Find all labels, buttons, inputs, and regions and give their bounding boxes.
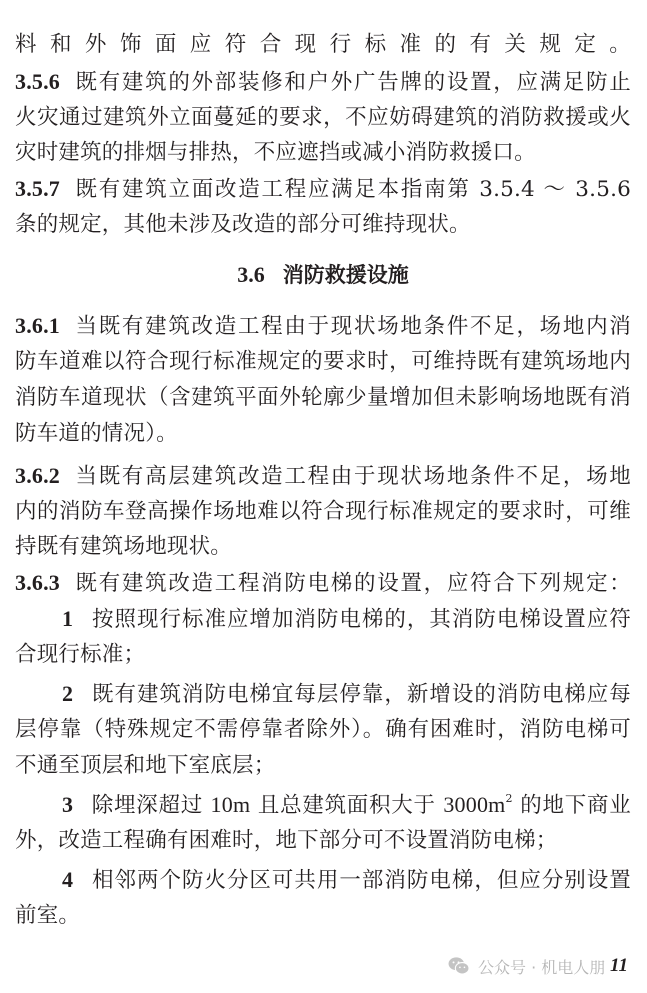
line-text: 既有建筑消防电梯宜每层停靠，新增设的消防电梯应每 [91,682,631,707]
item-number: 3 [62,792,74,817]
line-text: 既有建筑改造工程消防电梯的设置，应符合下列规定： [74,571,631,596]
line-text: 当既有高层建筑改造工程由于现状场地条件不足，场地 [74,464,631,489]
clause-3-6-3 [15,568,631,598]
paragraph-line [15,138,631,168]
list-item-2 [15,679,631,709]
line-text: 的地下商业 [520,793,631,818]
line-text: 消防车道现状（含建筑平面外轮廓少量增加但未影响场地既有消 [15,385,631,410]
paragraph-line [15,751,631,781]
depth-value: 10m [210,792,251,817]
clause-3-6-1 [15,311,631,341]
paragraph-line [15,532,631,562]
line-text: 既有建筑的外部装修和户外广告牌的设置，应满足防止 [74,70,631,95]
item-number: 2 [62,681,74,706]
line-text: 合现行标准； [15,642,146,667]
line-text: 条的规定，其他未涉及改造的部分可维持现状。 [15,212,471,237]
list-item-4 [15,865,631,895]
section-title: 消防救援设施 [282,263,409,287]
clause-3-5-6 [15,67,631,97]
list-item-3 [15,790,631,820]
paragraph-line [15,347,631,377]
area-value: 3000m [443,792,506,817]
watermark [448,952,605,980]
line-text: 外，改造工程确有困难时，地下部分可不设置消防电梯； [15,828,558,853]
list-item-1 [15,604,631,634]
paragraph-line [15,715,631,745]
line-text: 层停靠（特殊规定不需停靠者除外）。确有困难时，消防电梯可 [15,717,631,742]
line-text: 且总建筑面积大于 [257,793,436,818]
line-text: 料和外饰面应符合现行标准的有关规定。 [15,32,631,57]
paragraph-line [15,901,631,931]
clause-number: 3.6.2 [15,463,60,488]
watermark-text: 公众号 · 机电人朋 [478,957,606,977]
clause-3-6-2 [15,461,631,491]
paragraph-line [15,419,631,449]
line-text: 相邻两个防火分区可共用一部消防电梯，但应分别设置 [91,868,631,893]
line-text: 既有建筑立面改造工程应满足本指南第 3.5.4 ～ 3.5.6 [74,177,631,202]
paragraph-line [15,383,631,413]
section-heading [15,260,631,290]
line-text: 前室。 [15,903,81,928]
line-text: 当既有建筑改造工程由于现状场地条件不足，场地内消 [74,314,631,339]
clause-number: 3.5.7 [15,176,60,201]
line-text: 按照现行标准应增加消防电梯的，其消防电梯设置应符 [91,607,631,632]
line-text: 防车道难以符合现行标准规定的要求时，可维持既有建筑场地内 [15,349,631,374]
item-number: 4 [62,867,74,892]
page-number: 11 [610,955,628,976]
line-text: 持既有建筑场地现状。 [15,534,233,559]
wechat-icon [448,956,470,976]
line-text: 除埋深超过 [91,793,203,818]
paragraph-line [15,30,631,60]
paragraph-line [15,497,631,527]
line-text: 不通至顶层和地下室底层； [15,753,276,778]
line-text: 防车道的情况）。 [15,421,178,446]
section-number: 3.6 [237,262,265,287]
clause-number: 3.6.3 [15,570,60,595]
clause-number: 3.5.6 [15,69,60,94]
line-text: 火灾通过建筑外立面蔓延的要求，不应妨碍建筑的消防救援或火 [15,105,631,130]
paragraph-line [15,640,631,670]
clause-number: 3.6.1 [15,313,60,338]
paragraph-line [15,826,631,856]
line-text: 灾时建筑的排烟与排热，不应遮挡或减小消防救援口。 [15,140,536,165]
paragraph-line [15,103,631,133]
paragraph-line [15,210,631,240]
superscript: 2 [505,792,513,805]
item-number: 1 [62,606,74,631]
clause-3-5-7 [15,174,631,204]
line-text: 内的消防车登高操作场地难以符合现行标准规定的要求时，可维 [15,499,631,524]
